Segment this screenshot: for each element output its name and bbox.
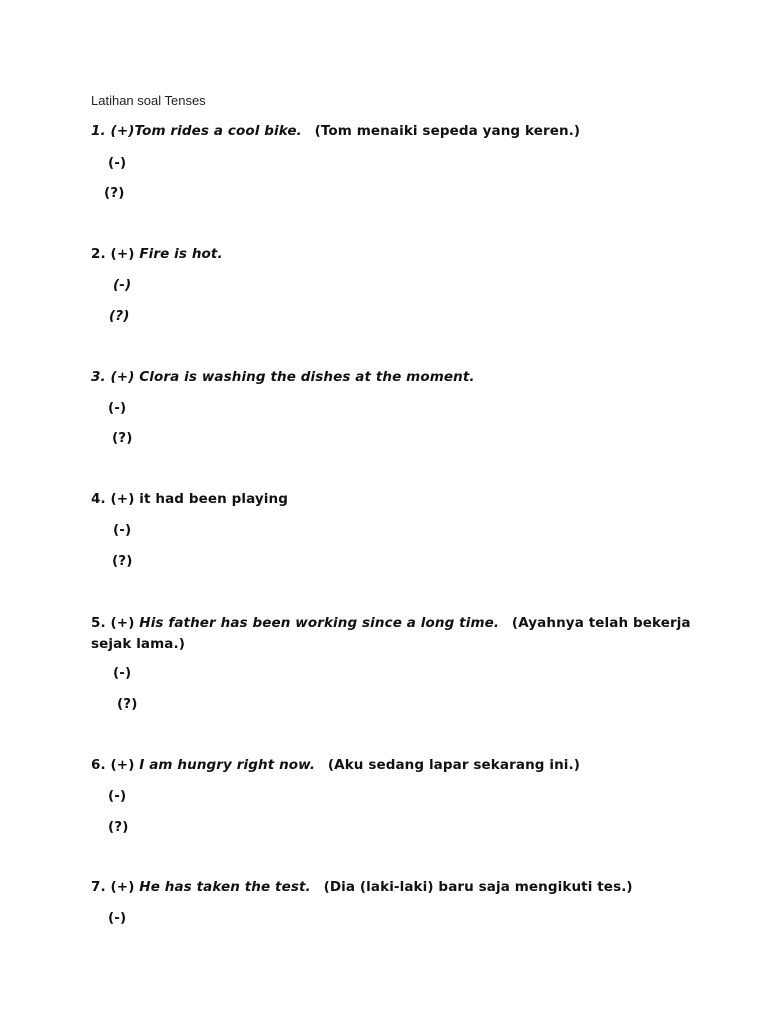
question-2-plus: (+) [110, 246, 135, 262]
question-4-negative: (-) [113, 522, 132, 538]
question-4-interrogative: (?) [112, 553, 133, 569]
question-2-interrogative: (?) [109, 308, 130, 324]
question-5-positive: His father has been working since a long time. [139, 615, 500, 631]
question-5-translation: (Ayahnya telah bekerja sejak lama.) [91, 615, 691, 652]
question-3-interrogative: (?) [112, 430, 133, 446]
document-title: Latihan soal Tenses [91, 93, 206, 108]
question-2-negative: (-) [113, 277, 132, 293]
question-2-positive: Fire is hot. [139, 246, 223, 262]
question-5 [91, 613, 691, 655]
question-1-number: 1. [91, 123, 106, 139]
question-1-positive: (+)Tom rides a cool bike. [110, 123, 302, 139]
question-2-number: 2. [91, 246, 106, 262]
question-6-translation: (Aku sedang lapar sekarang ini.) [327, 757, 581, 773]
question-7-negative: (-) [108, 910, 127, 926]
question-4: 4. (+) it had been playing [91, 491, 289, 507]
question-6-interrogative: (?) [108, 819, 129, 835]
question-6-positive: I am hungry right now. [139, 757, 316, 773]
question-1-interrogative: (?) [104, 185, 125, 201]
question-1-translation: (Tom menaiki sepeda yang keren.) [314, 123, 581, 139]
question-5-number: 5. (+) [91, 615, 135, 631]
question-1-negative: (-) [108, 155, 127, 171]
question-1 [91, 123, 580, 139]
question-3: 3. (+) Clora is washing the dishes at the moment. [91, 369, 475, 385]
question-3-negative: (-) [108, 400, 127, 416]
question-7-positive: He has taken the test. [139, 879, 311, 895]
question-5-interrogative: (?) [117, 696, 138, 712]
question-5-negative: (-) [113, 665, 132, 681]
question-7-translation: (Dia (laki-laki) baru saja mengikuti tes.) [323, 879, 633, 895]
question-6 [91, 757, 580, 773]
question-6-number: 6. (+) [91, 757, 135, 773]
question-6-negative: (-) [108, 788, 127, 804]
question-2 [91, 246, 223, 262]
question-7-number: 7. (+) [91, 879, 135, 895]
question-7 [91, 879, 633, 895]
